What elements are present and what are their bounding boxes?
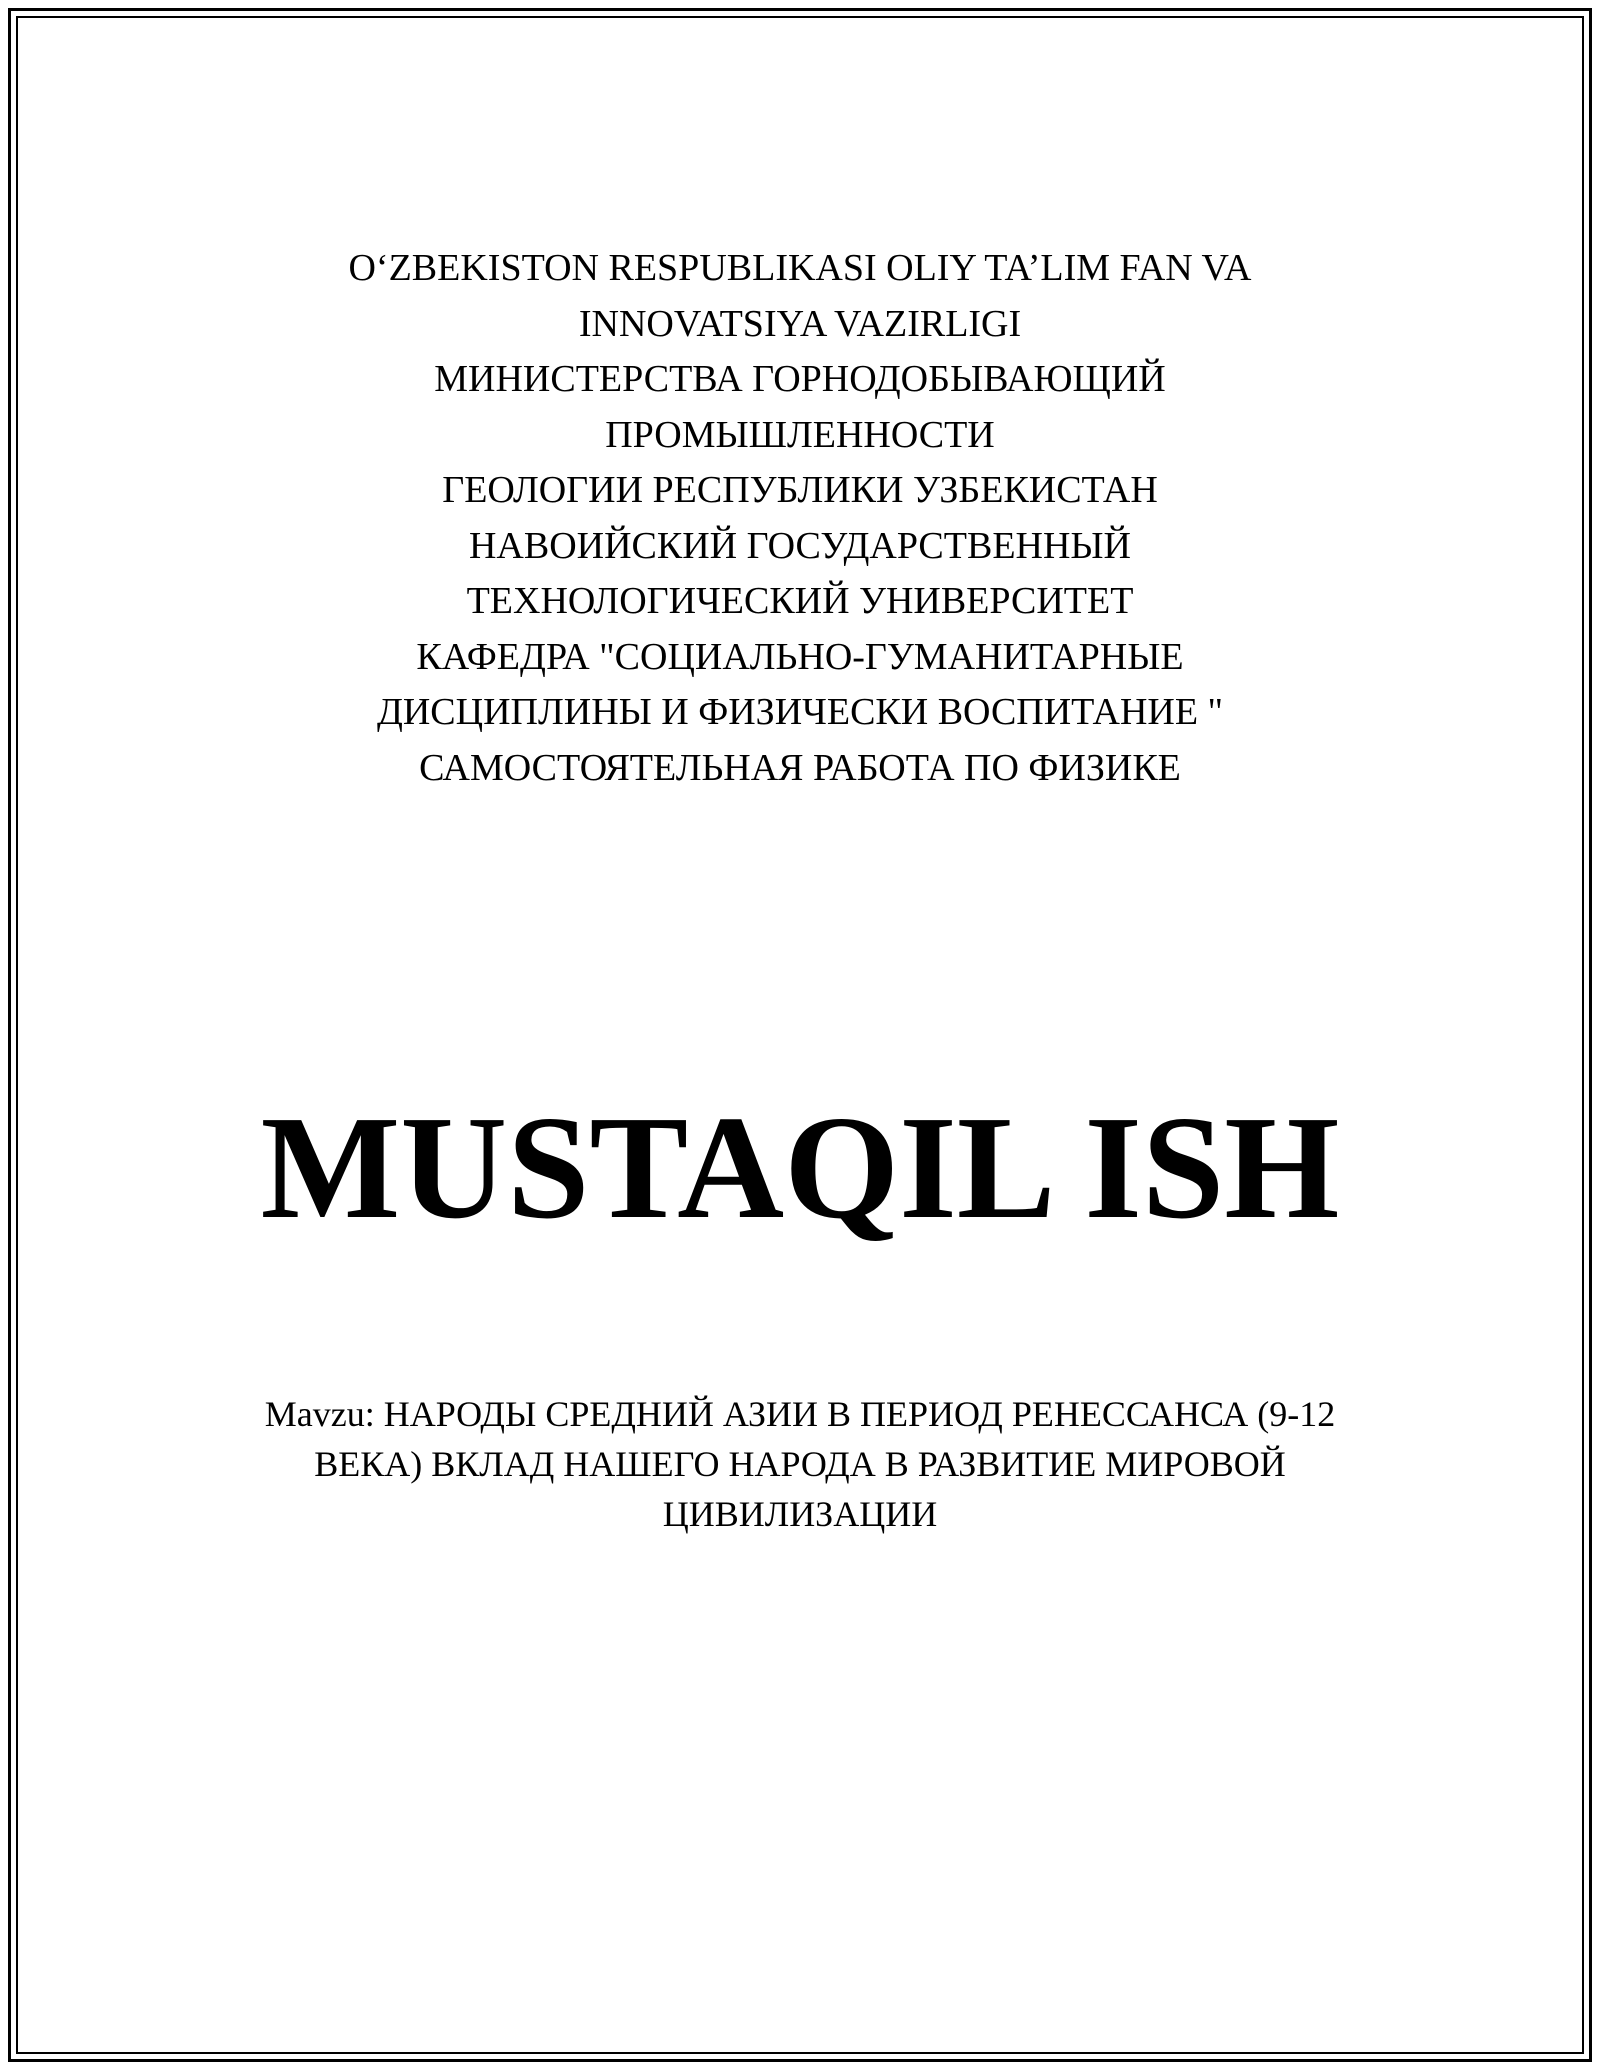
topic-line-1: Mavzu: НАРОДЫ СРЕДНИЙ АЗИИ В ПЕРИОД РЕНЕССАНСА (9-12: [264, 1394, 1336, 1434]
header-line-department-1: КАФЕДРА "СОЦИАЛЬНО-ГУМАНИТАРНЫЕ: [416, 635, 1184, 678]
document-title: MUSTAQIL ISH: [260, 1086, 1340, 1250]
topic-block: [200, 1389, 1400, 1539]
header-line-ministry-ru-2: ПРОМЫШЛЕННОСТИ: [605, 413, 995, 456]
header-line-ministry-ru-3: ГЕОЛОГИИ РЕСПУБЛИКИ УЗБЕКИСТАН: [442, 469, 1158, 511]
header-line-ministry-ru-1: МИНИСТЕРСТВА ГОРНОДОБЫВАЮЩИЙ: [434, 358, 1166, 400]
header-line-university-1: НАВОИЙСКИЙ ГОСУДАРСТВЕННЫЙ: [468, 524, 1131, 567]
header-line-ministry-uz-2: INNOVATSIYA VAZIRLIGI: [578, 302, 1022, 345]
header-line-work-type: САМОСТОЯТЕЛЬНАЯ РАБОТА ПО ФИЗИКЕ: [419, 746, 1181, 789]
institution-header: [200, 241, 1400, 796]
header-line-ministry-uz-1: O‘ZBEKISTON RESPUBLIKASI OLIY TA’LIM FAN VA: [348, 247, 1252, 289]
topic-line-3: ЦИВИЛИЗАЦИИ: [662, 1494, 938, 1534]
topic-line-2: ВЕКА) ВКЛАД НАШЕГО НАРОДА В РАЗВИТИЕ МИРОВОЙ: [314, 1444, 1286, 1484]
header-line-department-2: ДИСЦИПЛИНЫ И ФИЗИЧЕСКИ ВОСПИТАНИЕ ": [376, 691, 1224, 733]
header-line-university-2: ТЕХНОЛОГИЧЕСКИЙ УНИВЕРСИТЕТ: [466, 580, 1134, 622]
